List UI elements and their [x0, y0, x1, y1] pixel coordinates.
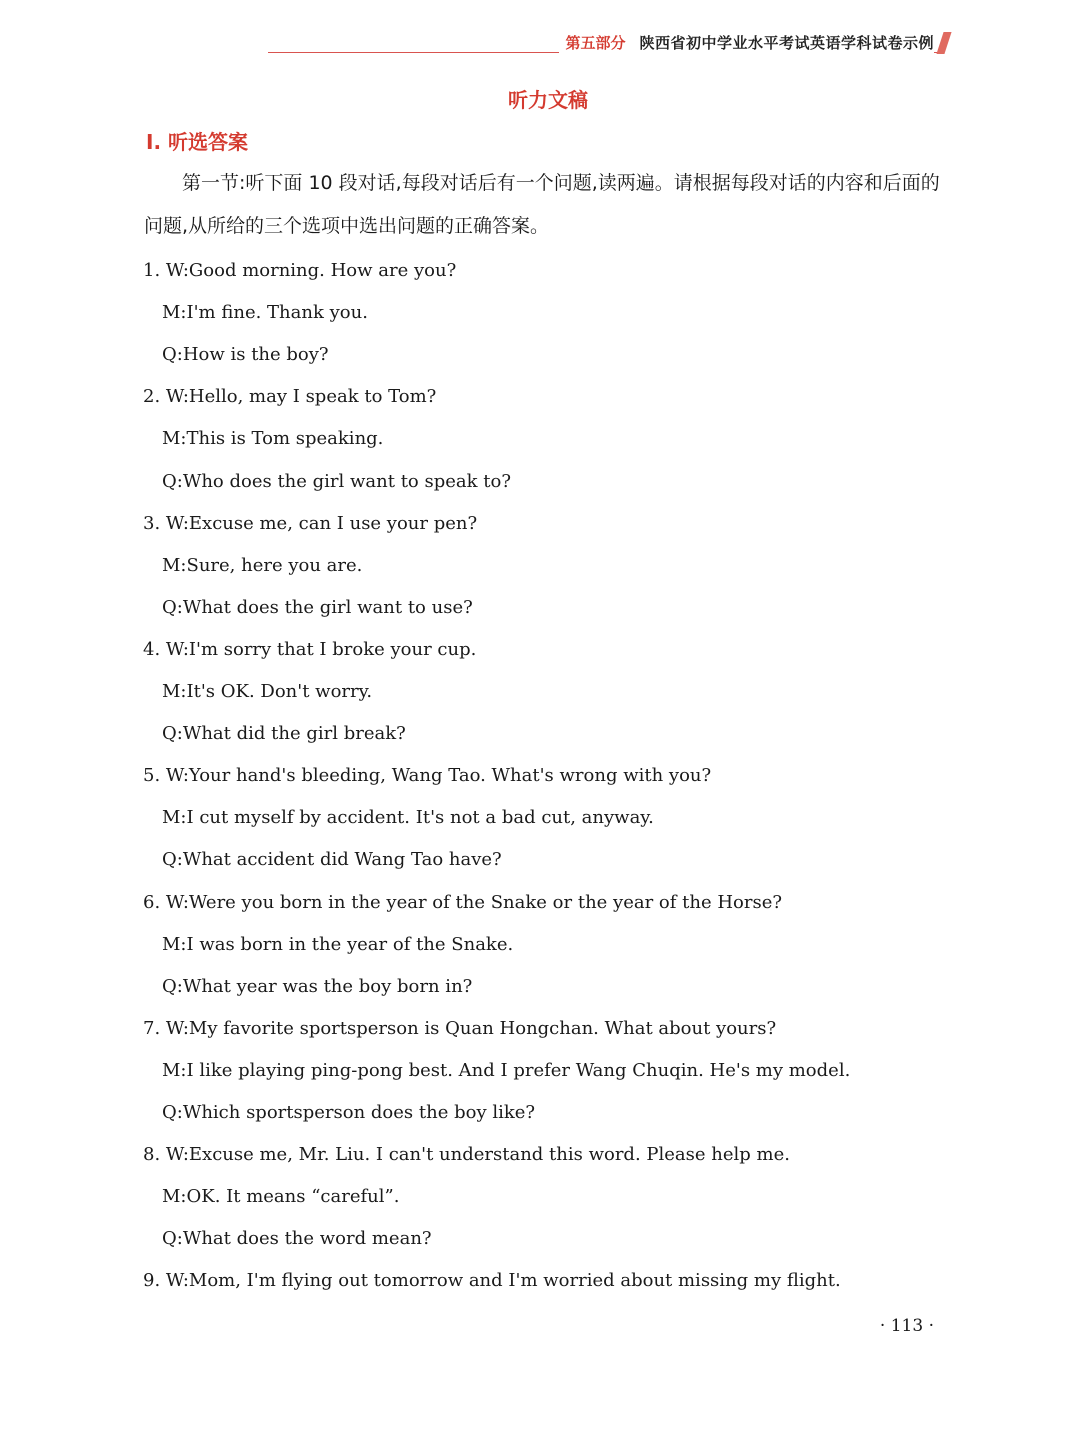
header-part-label: 第五部分 — [565, 34, 626, 52]
dialogue-line: M:I'm fine. Thank you. — [162, 302, 368, 324]
dialogue-line: Q:What year was the boy born in? — [162, 975, 473, 997]
dialogue-line: 8. W:Excuse me, Mr. Liu. I can't understand this word. Please help me. — [143, 1144, 790, 1166]
dialogue-line: Q:How is the boy? — [162, 344, 329, 366]
dialogue-line: M:This is Tom speaking. — [162, 428, 384, 450]
page-header — [268, 32, 948, 56]
dialogue-line: M:OK. It means “careful”. — [162, 1186, 400, 1208]
header-book-title: 陕西省初中学业水平考试英语学科试卷示例 — [639, 34, 934, 52]
dialogue-line: 4. W:I'm sorry that I broke your cup. — [143, 638, 477, 660]
dialogue-line: M:It's OK. Don't worry. — [162, 681, 373, 702]
dialogue-line: M:I cut myself by accident. It's not a bad cut, anyway. — [162, 807, 654, 829]
dialogue-line: M:Sure, here you are. — [162, 554, 363, 576]
dialogue-line: 6. W:Were you born in the year of the Snake or the year of the Horse? — [143, 891, 783, 913]
dialogue-line: Q:Who does the girl want to speak to? — [162, 470, 511, 492]
dialogue-line: 9. W:Mom, I'm flying out tomorrow and I'm worried about missing my flight. — [143, 1270, 841, 1292]
dialogue-line: Q:What does the word mean? — [162, 1228, 432, 1250]
dialogue-line: 5. W:Your hand's bleeding, Wang Tao. What's wrong with you? — [143, 765, 712, 787]
dialogue-line: 7. W:My favorite sportsperson is Quan Hongchan. What about yours? — [143, 1017, 777, 1039]
header-text — [559, 32, 934, 54]
dialogue-line: 1. W:Good morning. How are you? — [143, 260, 457, 281]
page-number: · 113 · — [879, 1316, 934, 1336]
dialogue-line: Q:Which sportsperson does the boy like? — [162, 1102, 536, 1123]
instructions-paragraph: 第一节:听下面 10 段对话,每段对话后有一个问题,读两遍。请根据每段对话的内容和后面的问题,从所给的三个选项中选出问题的正确答案。 — [144, 172, 940, 237]
document-title: 听力文稿 — [508, 88, 588, 112]
dialogue-line: 2. W:Hello, may I speak to Tom? — [143, 386, 437, 408]
header-accent-mark — [936, 32, 951, 54]
dialogue-line: Q:What does the girl want to use? — [162, 596, 473, 618]
dialogue-line: M:I like playing ping-pong best. And I prefer Wang Chuqin. He's my model. — [162, 1059, 851, 1081]
dialogue-line: M:I was born in the year of the Snake. — [162, 933, 514, 955]
section-title: Ⅰ. 听选答案 — [146, 130, 249, 154]
dialogue-line: Q:What accident did Wang Tao have? — [162, 849, 502, 871]
dialogue-line: 3. W:Excuse me, can I use your pen? — [143, 512, 478, 534]
dialogue-line: Q:What did the girl break? — [162, 723, 406, 745]
